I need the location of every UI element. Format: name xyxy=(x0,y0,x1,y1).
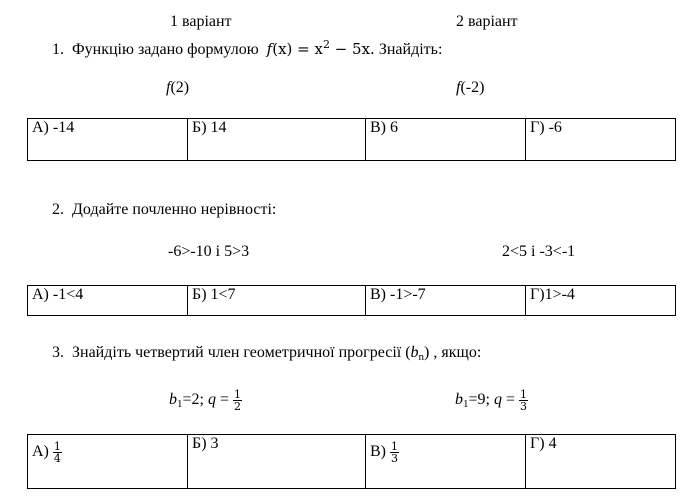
answer-option-d[interactable]: Г)1>-4 xyxy=(526,286,676,316)
question-1 xyxy=(52,36,442,59)
q3-variant-1-task: $b_1=2$; q = $\frac{1}{2}$ xyxy=(169,387,241,413)
answer-option-b[interactable]: Б) 3 xyxy=(188,435,366,489)
answer-option-b[interactable]: Б) 14 xyxy=(188,119,366,161)
q1-variant-2-task: f(-2) xyxy=(456,79,485,96)
q3-answer-table xyxy=(27,434,676,489)
fraction: $\frac{1}{3}$ xyxy=(391,440,398,465)
answer-option-a[interactable]: А) $\frac{1}{4}$ xyxy=(28,435,188,489)
variant-1-header: 1 варіант xyxy=(170,13,232,30)
question-text: Знайдіть четвертий член геометричної прогресії ( xyxy=(72,344,411,361)
fraction: $\frac{1}{3}$ xyxy=(520,387,527,413)
question-number: 2. xyxy=(52,201,64,218)
answer-option-c[interactable]: В) -1>-7 xyxy=(366,286,526,316)
question-text-end: Знайдіть: xyxy=(378,41,443,58)
fraction: $\frac{1}{2}$ xyxy=(234,387,241,413)
answer-option-d[interactable]: Г) 4 xyxy=(526,435,676,489)
q3-variant-2-task: $b_1=9$; q = $\frac{1}{3}$ xyxy=(455,387,527,413)
q1-variant-1-task: f(2) xyxy=(166,79,190,96)
question-number: 1. xyxy=(52,41,64,58)
answer-option-a[interactable]: А) -14 xyxy=(28,119,188,161)
question-3: 3. Знайдіть четвертий член геометричної прогресії $(b_n)$ , якщо: xyxy=(52,344,482,363)
answer-option-a[interactable]: А) -1<4 xyxy=(28,286,188,316)
formula: $f(x) = x^2 - 5x$. xyxy=(266,38,375,58)
question-2 xyxy=(52,201,276,219)
answer-option-d[interactable]: Г) -6 xyxy=(526,119,676,161)
fraction: $\frac{1}{4}$ xyxy=(53,440,61,465)
q2-answer-table xyxy=(27,285,676,316)
question-text: Додайте почленно нерівності: xyxy=(72,201,277,218)
q2-variant-1-task: -6>-10 і 5>3 xyxy=(168,243,250,260)
answer-option-b[interactable]: Б) 1<7 xyxy=(188,286,366,316)
variant-2-header: 2 варіант xyxy=(456,13,518,30)
answer-option-c[interactable]: В) $\frac{1}{3}$ xyxy=(366,435,526,489)
question-number: 3. xyxy=(52,344,64,361)
answer-option-c[interactable]: В) 6 xyxy=(366,119,526,161)
question-text: Функцію задано формулою xyxy=(72,41,259,58)
q1-answer-table xyxy=(27,118,676,161)
q2-variant-2-task: 2<5 і -3<-1 xyxy=(502,243,576,260)
